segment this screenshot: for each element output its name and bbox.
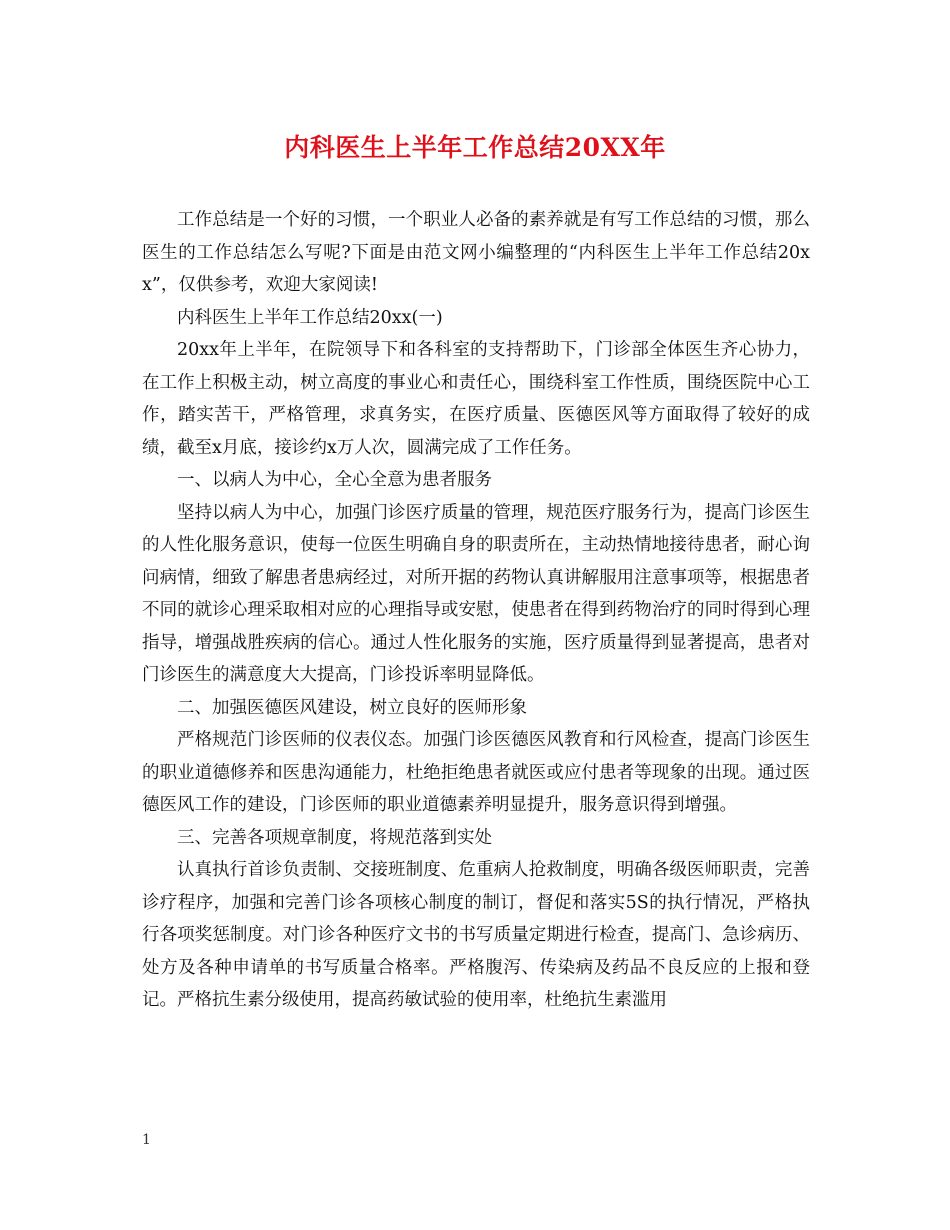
document-body (142, 204, 810, 1017)
paragraph-section-1: 坚持以病人为中心，加强门诊医疗质量的管理，规范医疗服务行为，提高门诊医生的人性化服务意识，使每一位医生明确自身的职责所在，主动热情地接待患者，耐心询问病情，细致了解患者患病经过，对所开据的药物认真讲解服用注意事项等，根据患者不同的就诊心理采取相对应的心理指导或安慰，使患者在得到药物治疗的同时得到心理指导，增强战胜疾病的信心。通过人性化服务的实施，医疗质量得到显著提高，患者对门诊医生的满意度大大提高，门诊投诉率明显降低。 (142, 502, 810, 685)
paragraph-section-3: 认真执行首诊负责制、交接班制度、危重病人抢救制度，明确各级医师职责，完善诊疗程序，加强和完善门诊各项核心制度的制订，督促和落实5S的执行情况，严格执行各项奖惩制度。对门诊各种医疗文书的书写质量定期进行检查，提高门、急诊病历、处方及各种申请单的书写质量合格率。严格腹泻、传染病及药品不良反应的上报和登记。严格抗生素分级使用，提高药敏试验的使用率，杜绝抗生素滥用 (142, 860, 810, 1010)
section-heading-part-one: 内科医生上半年工作总结20xx(一) (177, 307, 443, 328)
section-heading-2: 二、加强医德医风建设，树立良好的医师形象 (177, 697, 527, 718)
document-title: 内科医生上半年工作总结20XX年 (284, 133, 666, 162)
paragraph-section-2: 严格规范门诊医师的仪表仪态。加强门诊医德医风教育和行风检查，提高门诊医生的职业道德修养和医患沟通能力，杜绝拒绝患者就医或应付患者等现象的出现。通过医德医风工作的建设，门诊医师的职业道德素养明显提升，服务意识得到增强。 (142, 730, 810, 815)
section-heading-3: 三、完善各项规章制度，将规范落到实处 (177, 827, 492, 848)
paragraph-overview: 20xx年上半年，在院领导下和各科室的支持帮助下，门诊部全体医生齐心协力，在工作上积极主动，树立高度的事业心和责任心，围绕科室工作性质，围绕医院中心工作，踏实苦干，严格管理，求真务实，在医疗质量、医德医风等方面取得了较好的成绩，截至x月底，接诊约x万人次，圆满完成了工作任务。 (142, 340, 810, 458)
paragraph-intro: 工作总结是一个好的习惯，一个职业人必备的素养就是有写工作总结的习惯，那么医生的工作总结怎么写呢?下面是由范文网小编整理的“内科医生上半年工作总结20xx”，仅供参考，欢迎大家阅读! (142, 210, 810, 295)
page-number: 1 (142, 1132, 151, 1148)
section-heading-1: 一、以病人为中心，全心全意为患者服务 (177, 470, 492, 490)
